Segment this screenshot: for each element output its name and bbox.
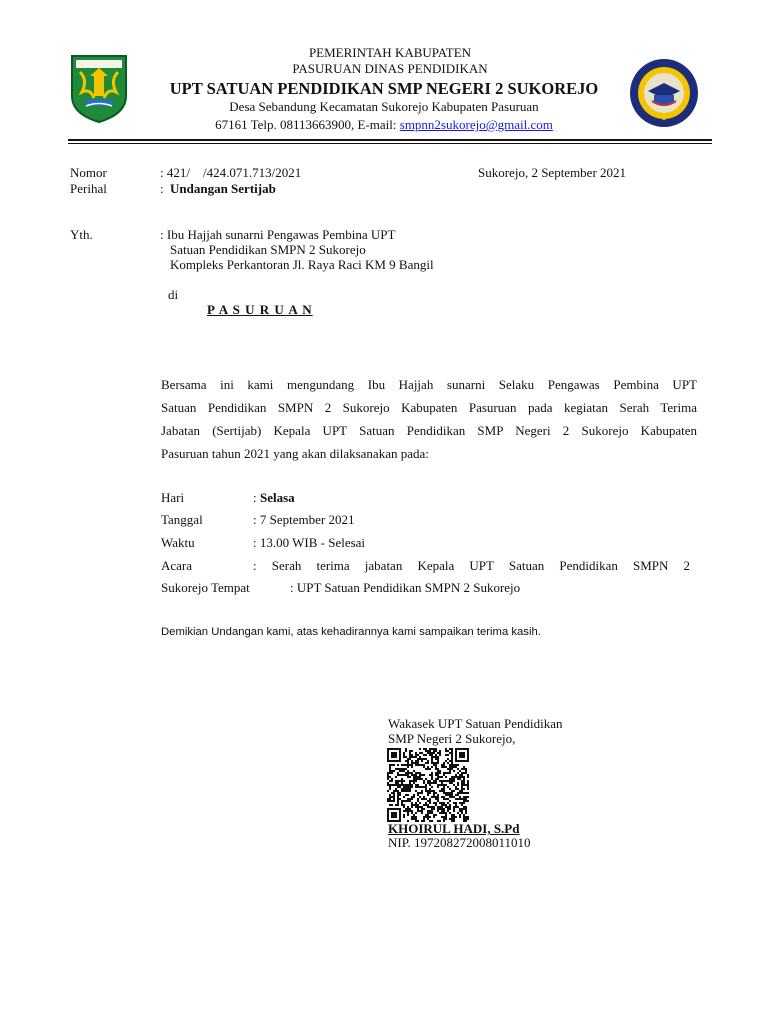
hari-colon: :	[253, 490, 257, 505]
recipient-line-2: Satuan Pendidikan SMPN 2 Sukorejo	[170, 242, 366, 257]
tanggal-value: : 7 September 2021	[253, 512, 355, 527]
qr-code-icon	[387, 748, 469, 822]
recipient-line-1: : Ibu Hajjah sunarni Pengawas Pembina UPT	[160, 227, 396, 242]
school-contact	[0, 117, 768, 133]
kop-line-2: PASURUAN DINAS PENDIDIKAN	[292, 61, 488, 76]
waktu-label: Waktu	[161, 535, 195, 550]
kop-divider-thin	[68, 143, 712, 144]
tanggal-label: Tanggal	[161, 512, 203, 527]
signer-title-1: Wakasek UPT Satuan Pendidikan	[388, 716, 563, 731]
school-name: UPT SATUAN PENDIDIKAN SMP NEGERI 2 SUKOREJO	[169, 79, 599, 98]
paragraph-line-4: Pasuruan tahun 2021 yang akan dilaksanakan pada:	[161, 446, 429, 461]
email-link[interactable]: smpnn2sukorejo@gmail.com	[399, 117, 553, 132]
nomor-value: : 421/ /424.071.713/2021	[160, 165, 302, 180]
signer-name: KHOIRUL HADI, S.Pd	[388, 821, 520, 836]
closing-text: Demikian Undangan kami, atas kehadirannya kami sampaikan terima kasih.	[161, 626, 541, 638]
signer-title-2: SMP Negeri 2 Sukorejo,	[388, 731, 516, 746]
place-date: Sukorejo, 2 September 2021	[478, 165, 627, 180]
contact-text: 67161 Telp. 08113663900, E-mail:	[215, 117, 400, 132]
signer-nip: NIP. 197208272008011010	[388, 835, 531, 850]
perihal-colon: :	[160, 181, 164, 196]
acara-line-1: : Serah terima jabatan Kepala UPT Satuan Pendidikan SMPN 2	[253, 558, 690, 573]
kop-line-1: PEMERINTAH KABUPATEN	[308, 45, 472, 60]
acara-label: Acara	[161, 558, 193, 573]
yth-label: Yth.	[70, 227, 93, 242]
nomor-label: Nomor	[70, 165, 107, 180]
waktu-value: : 13.00 WIB - Selesai	[253, 535, 366, 550]
hari-label: Hari	[161, 490, 185, 505]
acara-line-2: Sukorejo Tempat	[161, 580, 250, 595]
hari-value: Selasa	[260, 490, 295, 505]
paragraph-line-2: Satuan Pendidikan SMPN 2 Sukorejo Kabupaten Pasuruan pada kegiatan Serah Terima	[161, 400, 697, 415]
tempat-value: : UPT Satuan Pendidikan SMPN 2 Sukorejo	[290, 580, 521, 595]
kop-divider-thick	[68, 139, 712, 141]
recipient-city: P A S U R U A N	[207, 302, 313, 317]
paragraph-line-1: Bersama ini kami mengundang Ibu Hajjah sunarni Selaku Pengawas Pembina UPT	[161, 377, 697, 392]
recipient-line-3: Kompleks Perkantoran Jl. Raya Raci KM 9 Bangil	[170, 257, 434, 272]
perihal-value: Undangan Sertijab	[170, 181, 276, 196]
paragraph-line-3: Jabatan (Sertijab) Kepala UPT Satuan Pendidikan SMP Negeri 2 Sukorejo Kabupaten	[161, 423, 697, 438]
recipient-di: di	[168, 287, 179, 302]
school-address: Desa Sebandung Kecamatan Sukorejo Kabupaten Pasuruan	[229, 99, 539, 114]
perihal-label: Perihal	[70, 181, 107, 196]
